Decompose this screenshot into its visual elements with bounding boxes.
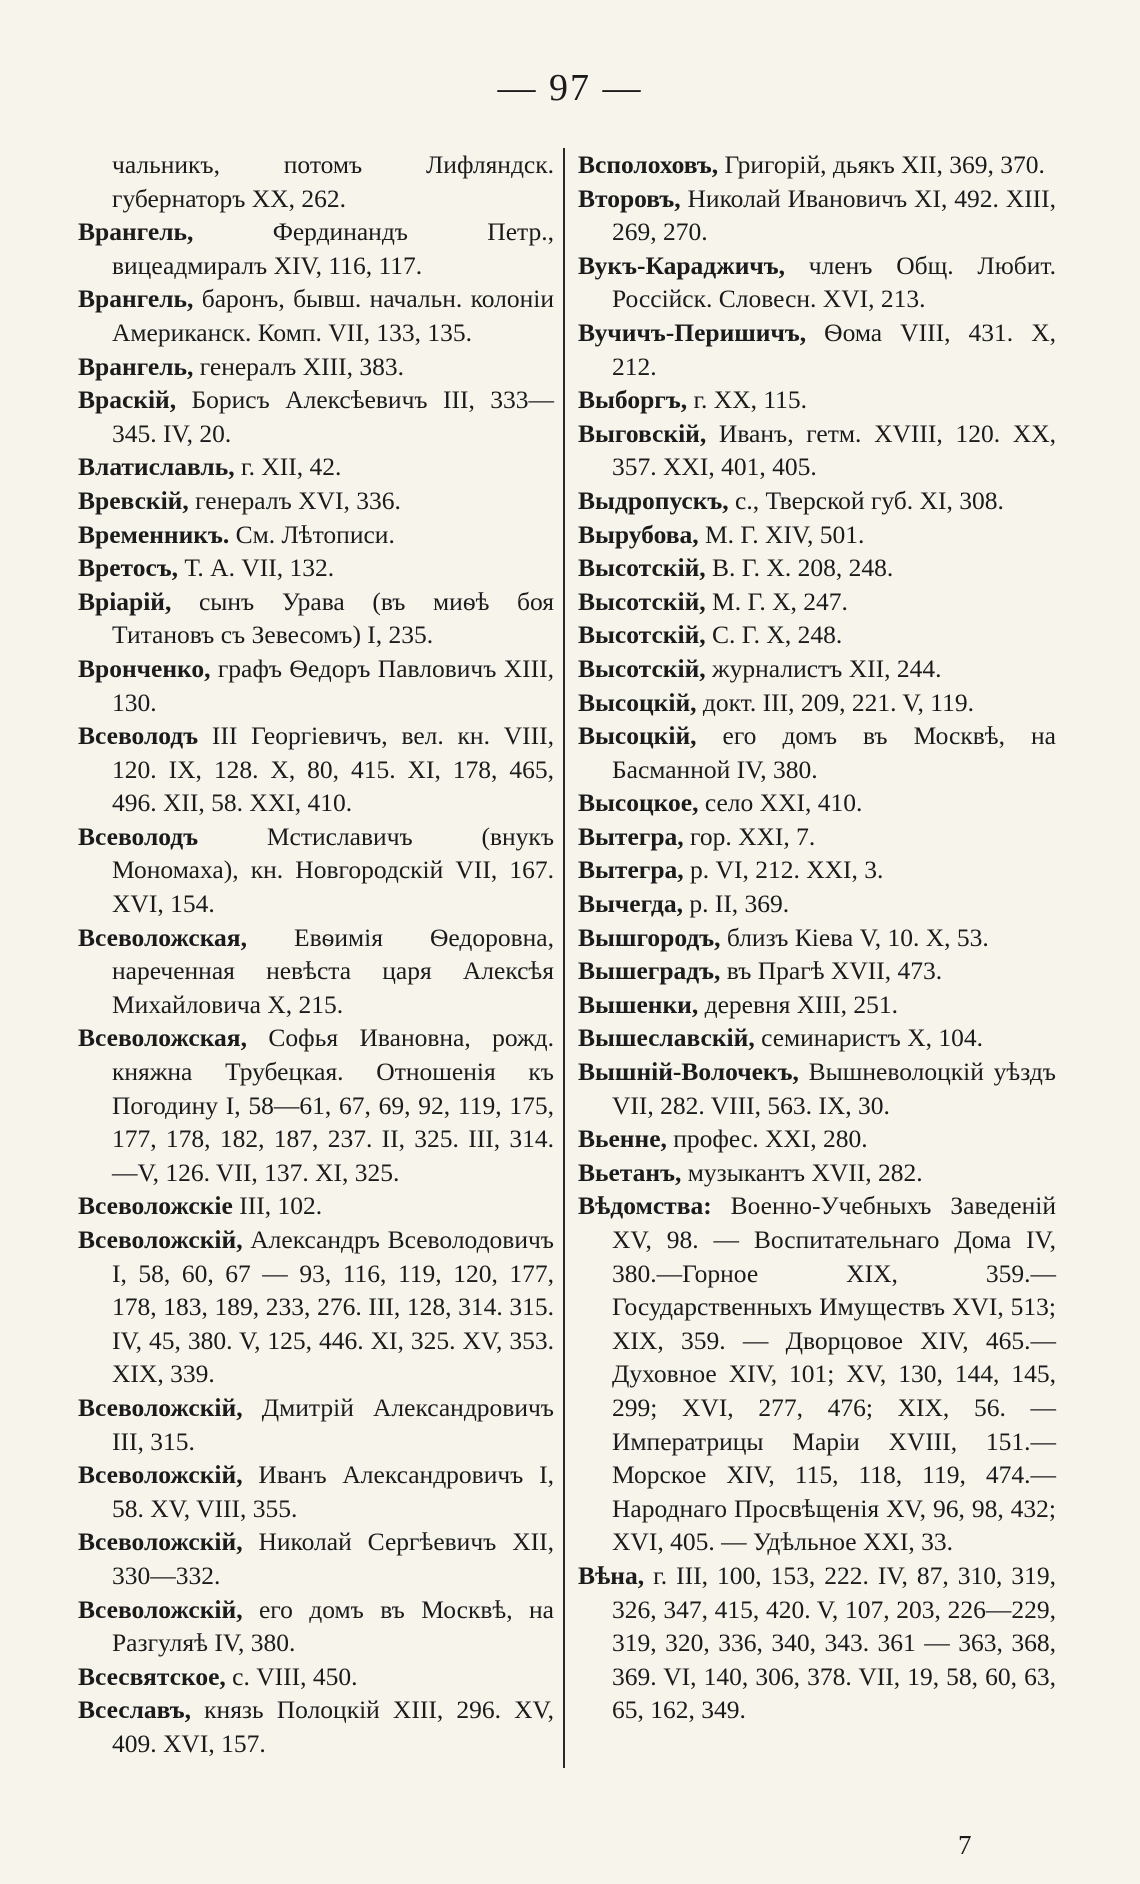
index-entry xyxy=(578,618,1056,652)
index-entry xyxy=(578,148,1056,182)
index-entry xyxy=(78,450,554,484)
entry-references: чальникъ, потомъ Лифляндск. губернаторъ XX, 262. xyxy=(112,150,554,213)
entry-headword: Вукъ-Караджичъ, xyxy=(578,250,786,280)
index-entry xyxy=(578,383,1056,417)
index-entry xyxy=(578,484,1056,518)
entry-references: См. Лѣтописи. xyxy=(229,519,395,549)
index-entry xyxy=(78,1693,554,1760)
entry-headword: Высотскій, xyxy=(578,586,706,616)
entry-headword: Вѣдомства: xyxy=(578,1191,712,1221)
entry-references: Николай Ивановичъ XI, 492. XIII, 269, 270. xyxy=(612,183,1056,247)
index-entry xyxy=(578,1122,1056,1156)
entry-headword: Врангель, xyxy=(78,217,194,247)
entry-headword: Всеволожская, xyxy=(78,922,247,952)
entry-headword: Вышній-Волочекъ, xyxy=(578,1057,799,1087)
entry-references: музыкантъ XVII, 282. xyxy=(681,1157,923,1187)
index-entry xyxy=(578,887,1056,921)
entry-headword: Высоцкій, xyxy=(578,687,697,717)
entry-headword: Всполоховъ, xyxy=(578,150,719,179)
entry-headword: Всеволодъ xyxy=(78,821,199,851)
entry-references: Николай Сергѣевичъ XII, 330—332. xyxy=(112,1527,554,1590)
index-column-right xyxy=(578,148,1056,1727)
index-entry xyxy=(78,1458,554,1525)
entry-references: Ѳома VIII, 431. X, 212. xyxy=(612,317,1056,381)
entry-references: с., Тверской губ. XI, 308. xyxy=(728,485,1004,515)
column-divider xyxy=(563,148,565,1768)
entry-references: Евѳимія Ѳедоровна, нареченная невѣста царя Алексѣя Михайловича X, 215. xyxy=(112,922,554,1019)
entry-references: гор. XXI, 7. xyxy=(683,821,816,851)
entry-headword: Вьетанъ, xyxy=(578,1157,682,1187)
index-entry xyxy=(578,686,1056,720)
index-entry xyxy=(78,719,554,820)
index-entry xyxy=(578,786,1056,820)
entry-headword: Всеволожскіе xyxy=(78,1191,233,1221)
entry-headword: Всеславъ, xyxy=(78,1695,192,1725)
index-entry xyxy=(578,1156,1056,1190)
entry-headword: Вышеславскій, xyxy=(578,1023,755,1053)
entry-references: г. III, 100, 153, 222. IV, 87, 310, 319, 326, 347, 415, 420. V, 107, 203, 226—229, 319, 320, 336, 340, 343. 361 — 363, 368, 369. VI, 140, 306, 378. VII, 19, 58, 60, 63, 65, 162, 349. xyxy=(612,1560,1056,1725)
index-entry xyxy=(78,484,554,518)
entry-headword: Всеволожскій, xyxy=(78,1594,243,1624)
index-entry xyxy=(78,1223,554,1391)
entry-headword: Вѣна, xyxy=(578,1560,645,1590)
entry-references: профес. XXI, 280. xyxy=(666,1124,868,1154)
index-entry xyxy=(78,1525,554,1592)
entry-references: Александръ Всеволодовичъ I, 58, 60, 67 — 93, 116, 119, 120, 177, 178, 183, 189, 233, 276. III, 128, 314. 315. IV, 45, 380. V, 125, 446. XI, 325. XV, 353. XIX, 339. xyxy=(112,1225,554,1389)
index-entry xyxy=(78,1391,554,1458)
entry-references: с. VIII, 450. xyxy=(225,1661,358,1691)
index-entry xyxy=(578,417,1056,484)
entry-references: его домъ въ Москвѣ, на Разгуляѣ IV, 380. xyxy=(112,1594,554,1658)
entry-references: Фердинандъ Петр., вицеадмиралъ XIV, 116, 117. xyxy=(112,217,554,280)
index-entry xyxy=(78,1021,554,1189)
entry-references: Дмитрій Александровичъ III, 315. xyxy=(112,1392,554,1456)
entry-headword: Влатиславль, xyxy=(78,452,235,482)
entry-references: М. Г. X, 247. xyxy=(705,586,848,616)
entry-headword: Вытегра, xyxy=(578,855,684,885)
entry-headword: Выборгъ, xyxy=(578,385,688,415)
entry-references: генералъ XIII, 383. xyxy=(193,351,404,381)
entry-references: р. VI, 212. XXI, 3. xyxy=(683,855,884,885)
entry-references: Григорій, дьякъ XII, 369, 370. xyxy=(718,150,1045,179)
entry-references: Военно-Учебныхъ Заведеній XV, 98. — Воспитательнаго Дома IV, 380.—Горное XIX, 359.— Государственныхъ Имуществъ XVI, 513; XIX, 359. — Дворцовое XIV, 465.—Духовное XIV, 101; XV, 130, 144, 145, 299; XVI, 277, 476; XIX, 56. — Императрицы Маріи XVIII, 151.—Морское XIV, 115, 118, 119, 474.—Народнаго Просвѣщенія XV, 96, 98, 432; XVI, 405. — Удѣльное XXI, 33. xyxy=(612,1191,1056,1557)
index-entry xyxy=(578,585,1056,619)
entry-headword: Вучичъ-Перишичъ, xyxy=(578,317,807,347)
index-entry xyxy=(78,551,554,585)
index-entry xyxy=(78,1660,554,1694)
index-entry xyxy=(78,1593,554,1660)
entry-references: его домъ въ Москвѣ, на Басманной IV, 380. xyxy=(612,721,1056,784)
index-entry xyxy=(578,853,1056,887)
entry-references: Т. А. VII, 132. xyxy=(178,553,335,583)
index-entry xyxy=(578,249,1056,316)
entry-references: село XXI, 410. xyxy=(698,788,863,818)
entry-headword: Выговскій, xyxy=(578,418,707,448)
entry-headword: Выдропускъ, xyxy=(578,485,729,515)
entry-references: III Георгіевичъ, вел. кн. VIII, 120. IX, 128. X, 80, 415. XI, 178, 465, 496. XII, 58. XXI, 410. xyxy=(112,721,554,818)
entry-references: въ Прагѣ XVII, 473. xyxy=(720,956,943,986)
entry-headword: Всеволожскій, xyxy=(78,1527,243,1557)
index-entry xyxy=(578,1055,1056,1122)
page-number: — 97 — xyxy=(497,67,643,109)
entry-references: Мстиславичъ (внукъ Мономаха), кн. Новгородскій VII, 167. XVI, 154. xyxy=(112,821,554,919)
entry-references: генералъ XVI, 336. xyxy=(188,485,401,515)
entry-headword: Вьенне, xyxy=(578,1124,667,1154)
entry-references: г. XII, 42. xyxy=(234,452,342,482)
entry-references: князь Полоцкій XIII, 296. XV, 409. XVI, 157. xyxy=(112,1695,554,1758)
index-entry xyxy=(78,383,554,450)
entry-references: баронъ, бывш. начальн. колоніи Американск. Комп. VII, 133, 135. xyxy=(112,284,554,347)
entry-headword: Вычегда, xyxy=(578,889,683,919)
index-entry xyxy=(578,988,1056,1022)
index-entry xyxy=(578,1189,1056,1559)
entry-references: В. Г. X. 208, 248. xyxy=(705,553,894,583)
entry-headword: Всеволожскій, xyxy=(78,1460,243,1490)
index-entry xyxy=(578,921,1056,955)
entry-headword: Второвъ, xyxy=(578,183,681,213)
index-entry xyxy=(78,820,554,921)
index-entry xyxy=(578,1021,1056,1055)
entry-headword: Высоцкій, xyxy=(578,721,697,751)
entry-headword: Вышеградъ, xyxy=(578,956,721,986)
entry-headword: Всеволожская, xyxy=(78,1023,247,1053)
entry-references: Иванъ, гетм. XVIII, 120. XX, 357. XXI, 401, 405. xyxy=(612,418,1056,482)
index-entry xyxy=(578,652,1056,686)
entry-headword: Враскій, xyxy=(78,385,177,415)
index-entry xyxy=(78,148,554,215)
entry-headword: Вышгородъ, xyxy=(578,922,721,952)
entry-headword: Всесвятское, xyxy=(78,1661,226,1691)
index-entry xyxy=(578,316,1056,383)
entry-references: Борисъ Алексѣевичъ III, 333—345. IV, 20. xyxy=(112,385,554,448)
entry-headword: Высотскій, xyxy=(578,620,706,650)
entry-headword: Врангель, xyxy=(78,351,194,381)
index-entry xyxy=(78,1189,554,1223)
index-entry xyxy=(578,518,1056,552)
entry-headword: Вытегра, xyxy=(578,821,684,851)
entry-headword: Врангель, xyxy=(78,284,194,314)
entry-headword: Вронченко, xyxy=(78,653,211,683)
entry-references: членъ Общ. Любит. Россійск. Словесн. XVI, 213. xyxy=(612,250,1056,314)
entry-headword: Всеволожскій, xyxy=(78,1392,243,1422)
entry-references: г. XX, 115. xyxy=(687,385,808,415)
index-entry xyxy=(78,652,554,719)
index-entry xyxy=(78,350,554,384)
entry-references: графъ Ѳедоръ Павловичъ XIII, 130. xyxy=(112,653,554,717)
entry-headword: Высотскій, xyxy=(578,653,706,683)
entry-references: Софья Ивановна, рожд. княжна Трубецкая. Отношенія къ Погодину I, 58—61, 67, 69, 92, 119, 175, 177, 178, 182, 187, 237. II, 325. III, 314.—V, 126. VII, 137. XI, 325. xyxy=(112,1023,554,1187)
entry-headword: Вревскій, xyxy=(78,485,189,515)
entry-references: Иванъ Александровичъ I, 58. XV, VIII, 355. xyxy=(112,1460,554,1523)
entry-references: Вышневолоцкій уѣздъ VII, 282. VIII, 563. IX, 30. xyxy=(612,1057,1056,1120)
entry-headword: Вріарій, xyxy=(78,586,172,616)
entry-references: С. Г. X, 248. xyxy=(705,620,843,650)
entry-headword: Вретосъ, xyxy=(78,553,179,583)
entry-references: журналистъ XII, 244. xyxy=(705,653,942,683)
entry-headword: Вырубова, xyxy=(578,519,699,549)
index-entry xyxy=(78,585,554,652)
entry-references: деревня XIII, 251. xyxy=(698,989,899,1019)
sheet-number: 7 xyxy=(958,1830,972,1860)
entry-references: семинаристъ X, 104. xyxy=(754,1023,983,1053)
entry-references: сынъ Урава (въ миѳѣ боя Титановъ съ Зевесомъ) I, 235. xyxy=(112,586,554,650)
entry-references: близъ Кіева V, 10. X, 53. xyxy=(720,922,989,952)
index-entry xyxy=(578,719,1056,786)
entry-headword: Высотскій, xyxy=(578,553,706,583)
entry-references: докт. III, 209, 221. V, 119. xyxy=(696,687,974,717)
entry-headword: Всеволожскій, xyxy=(78,1225,243,1254)
index-column-left xyxy=(78,148,554,1761)
index-entry xyxy=(78,215,554,282)
index-entry xyxy=(78,921,554,1022)
index-entry xyxy=(578,1559,1056,1727)
entry-headword: Всеволодъ xyxy=(78,721,199,751)
index-entry xyxy=(578,182,1056,249)
index-entry xyxy=(78,518,554,552)
entry-references: М. Г. XIV, 501. xyxy=(698,519,865,549)
index-entry xyxy=(578,551,1056,585)
entry-headword: Высоцкое, xyxy=(578,788,699,818)
entry-references: р. II, 369. xyxy=(682,889,790,919)
entry-headword: Вышенки, xyxy=(578,989,699,1019)
index-entry xyxy=(578,954,1056,988)
entry-references: III, 102. xyxy=(232,1191,323,1221)
index-entry xyxy=(78,282,554,349)
index-entry xyxy=(578,820,1056,854)
entry-headword: Временникъ. xyxy=(78,519,230,549)
